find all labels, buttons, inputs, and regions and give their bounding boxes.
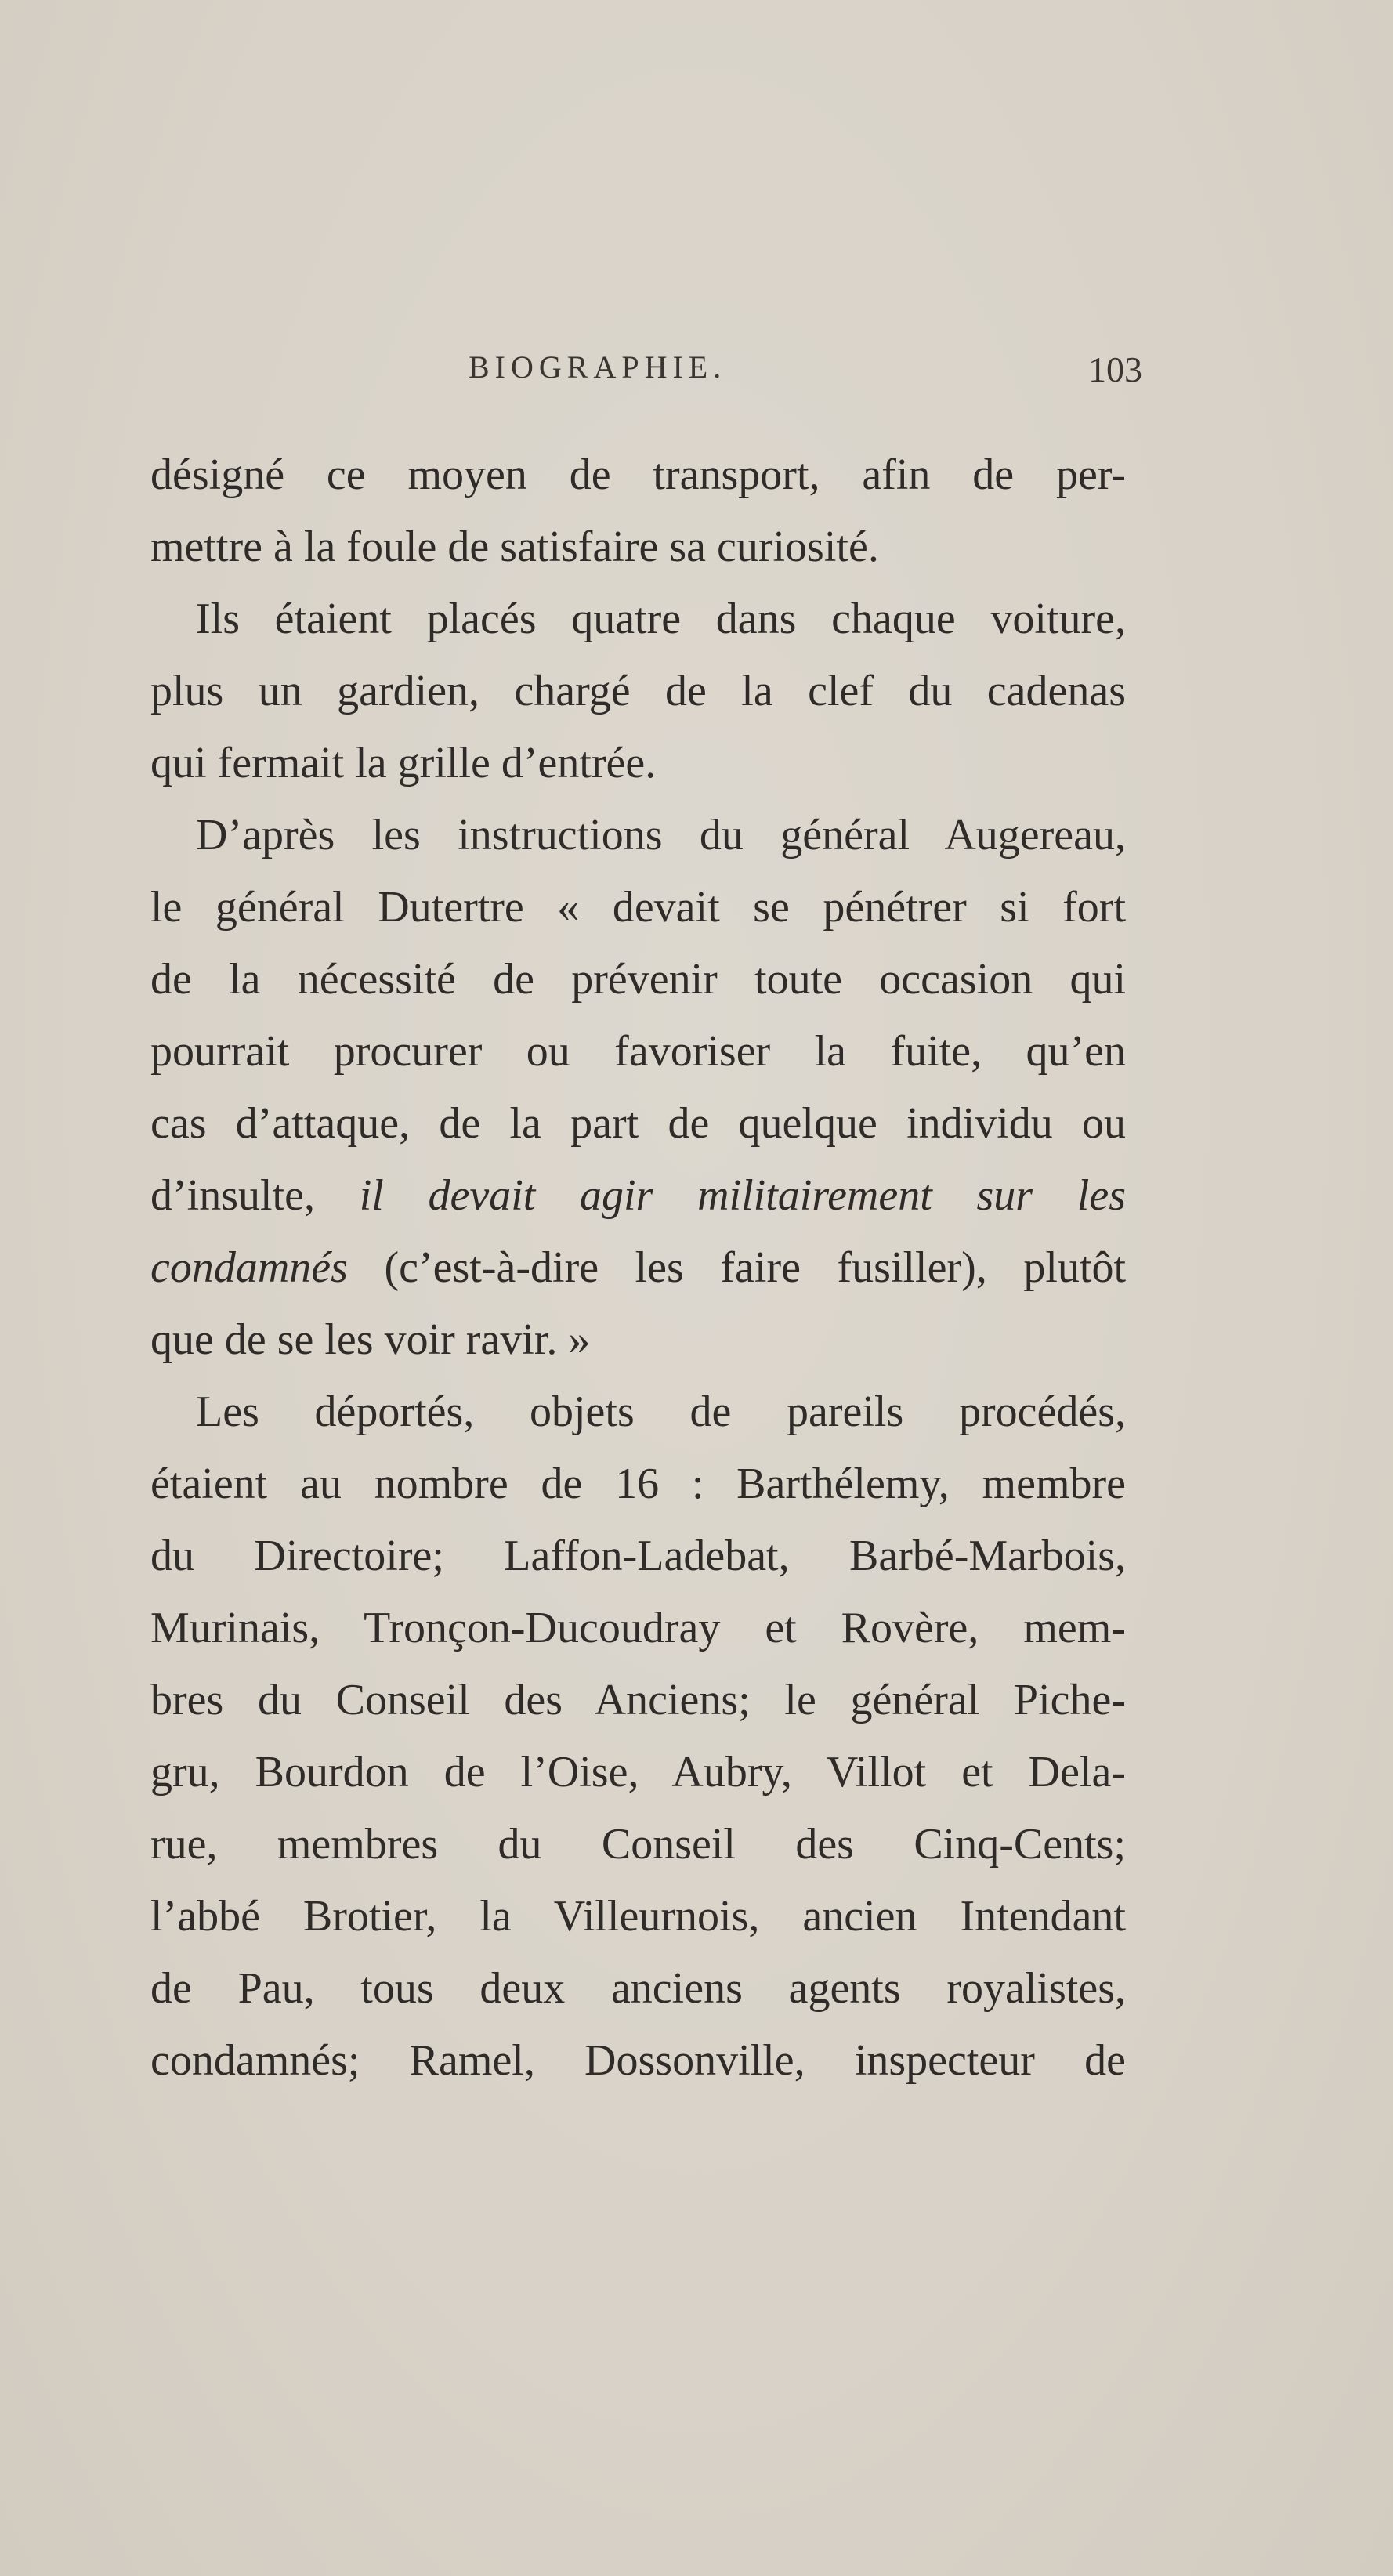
text-line: l’abbé Brotier, la Villeurnois, ancien Intendant [150, 1892, 1126, 1941]
text-line: Murinais, Tronçon-Ducoudray et Rovère, mem- [150, 1604, 1126, 1652]
text-line [150, 1160, 1126, 1232]
text-line: cas d’attaque, de la part de quelque individu ou [150, 1099, 1126, 1148]
text-line: de Pau, tous deux anciens agents royalistes, [150, 1964, 1126, 2013]
text-line: D’après les instructions du général Augereau, [196, 811, 1126, 859]
text-line: gru, Bourdon de l’Oise, Aubry, Villot et Dela- [150, 1748, 1126, 1796]
text-line: le général Dutertre « devait se pénétrer si fort [150, 883, 1126, 932]
text-line: condamnés; Ramel, Dossonville, inspecteur de [150, 2036, 1126, 2085]
text-line: désigné ce moyen de transport, afin de per- [150, 450, 1126, 499]
italic-segment: condamnés [150, 1243, 348, 1292]
text-line: bres du Conseil des Anciens; le général Piche- [150, 1676, 1126, 1724]
text-line: du Directoire; Laffon-Ladebat, Barbé-Marbois, [150, 1532, 1126, 1580]
text-line: plus un gardien, chargé de la clef du cadenas [150, 667, 1126, 715]
italic-segment: il devait agir militairement sur les [359, 1171, 1126, 1220]
text-line: rue, membres du Conseil des Cinq-Cents; [150, 1820, 1126, 1869]
text-line [150, 1232, 1126, 1304]
text-line: mettre à la foule de satisfaire sa curiosité. [150, 523, 879, 571]
page-number: 103 [1088, 349, 1142, 389]
text-line: que de se les voir ravir. » [150, 1315, 591, 1364]
text-line: étaient au nombre de 16 : Barthélemy, membre [150, 1460, 1126, 1508]
text-segment: (c’est-à-dire les faire fusiller), plutôt [347, 1243, 1126, 1292]
text-line: qui fermait la grille d’entrée. [150, 739, 657, 787]
text-segment: d’insulte, [150, 1171, 360, 1220]
body-text [150, 439, 1126, 2097]
text-line: Ils étaient placés quatre dans chaque voiture, [196, 595, 1126, 643]
text-line: pourrait procurer ou favoriser la fuite, qu’en [150, 1027, 1126, 1076]
running-head: BIOGRAPHIE. [469, 349, 727, 385]
text-line: de la nécessité de prévenir toute occasion qui [150, 955, 1126, 1004]
page-header [469, 349, 1142, 396]
text-line: Les déportés, objets de pareils procédés, [196, 1387, 1126, 1436]
